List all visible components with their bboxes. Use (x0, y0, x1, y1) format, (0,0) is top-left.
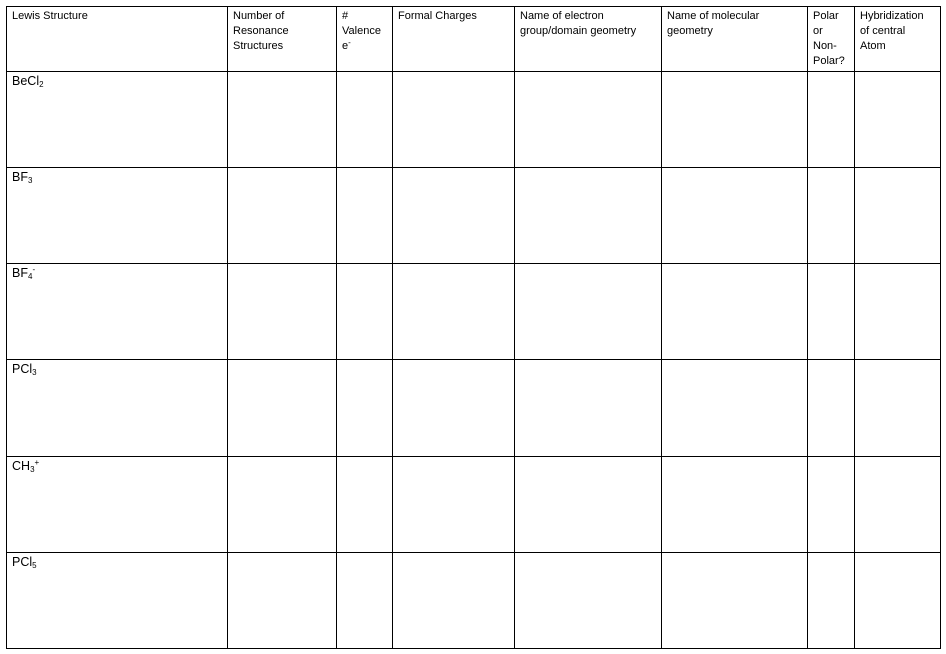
header-hybridization: Hybridization of central Atom (855, 7, 941, 72)
valence-electrons-cell[interactable] (337, 168, 393, 264)
molecule-formula: PCl$_3$ (12, 362, 37, 378)
header-resonance-structures: Number of Resonance Structures (228, 7, 337, 72)
formal-charges-cell[interactable] (393, 456, 515, 552)
molecule-formula: $BF_3$ (12, 170, 33, 186)
lewis-structure-cell[interactable] (7, 168, 228, 264)
table-row-4 (7, 360, 941, 456)
table-row-5 (7, 456, 941, 552)
hybridization-cell[interactable] (855, 360, 941, 456)
resonance-structures-cell[interactable] (228, 552, 337, 648)
lewis-structure-cell[interactable] (7, 456, 228, 552)
resonance-structures-cell[interactable] (228, 360, 337, 456)
resonance-structures-cell[interactable] (228, 168, 337, 264)
polarity-cell[interactable] (808, 360, 855, 456)
electron-geometry-cell[interactable] (515, 552, 662, 648)
molecule-formula: PCl$_5$ (12, 554, 37, 570)
valence-electrons-cell[interactable] (337, 264, 393, 360)
hybridization-cell[interactable] (855, 552, 941, 648)
formal-charges-cell[interactable] (393, 264, 515, 360)
electron-geometry-cell[interactable] (515, 168, 662, 264)
molecular-geometry-cell[interactable] (662, 72, 808, 168)
molecular-geometry-cell[interactable] (662, 264, 808, 360)
polarity-cell[interactable] (808, 264, 855, 360)
header-electron-geometry: Name of electron group/domain geometry (515, 7, 662, 72)
electron-geometry-cell[interactable] (515, 264, 662, 360)
hybridization-cell[interactable] (855, 72, 941, 168)
electron-geometry-cell[interactable] (515, 456, 662, 552)
molecule-formula: $CH_3^+$ (12, 457, 40, 474)
formal-charges-cell[interactable] (393, 360, 515, 456)
lewis-structure-cell[interactable] (7, 264, 228, 360)
polarity-cell[interactable] (808, 72, 855, 168)
resonance-structures-cell[interactable] (228, 456, 337, 552)
formal-charges-cell[interactable] (393, 168, 515, 264)
table-row-1 (7, 72, 941, 168)
formal-charges-cell[interactable] (393, 552, 515, 648)
resonance-structures-cell[interactable] (228, 264, 337, 360)
header-lewis-structure: Lewis Structure (7, 7, 228, 72)
molecule-formula: BeCl$_2$ (12, 74, 44, 89)
hybridization-cell[interactable] (855, 264, 941, 360)
electron-geometry-cell[interactable] (515, 360, 662, 456)
polarity-cell[interactable] (808, 552, 855, 648)
header-molecular-geometry: Name of molecular geometry (662, 7, 808, 72)
formal-charges-cell[interactable] (393, 72, 515, 168)
valence-electrons-cell[interactable] (337, 72, 393, 168)
hybridization-cell[interactable] (855, 456, 941, 552)
header-row (7, 7, 941, 72)
worksheet-table (6, 6, 941, 649)
molecular-geometry-cell[interactable] (662, 552, 808, 648)
hybridization-cell[interactable] (855, 168, 941, 264)
header-formal-charges: Formal Charges (393, 7, 515, 72)
molecule-formula: $BF_4^-$ (12, 265, 36, 282)
polarity-cell[interactable] (808, 168, 855, 264)
header-polarity: Polar or Non- Polar? (808, 7, 855, 72)
valence-electrons-cell[interactable] (337, 360, 393, 456)
valence-electrons-cell[interactable] (337, 552, 393, 648)
valence-superscript: - (348, 38, 351, 47)
table-row-3 (7, 264, 941, 360)
molecular-geometry-cell[interactable] (662, 456, 808, 552)
lewis-structure-cell[interactable] (7, 552, 228, 648)
lewis-structure-cell[interactable] (7, 72, 228, 168)
molecular-geometry-cell[interactable] (662, 168, 808, 264)
polarity-cell[interactable] (808, 456, 855, 552)
molecular-geometry-cell[interactable] (662, 360, 808, 456)
electron-geometry-cell[interactable] (515, 72, 662, 168)
header-valence-electrons: # Valence e- (337, 7, 393, 72)
resonance-structures-cell[interactable] (228, 72, 337, 168)
valence-electrons-cell[interactable] (337, 456, 393, 552)
lewis-structure-cell[interactable] (7, 360, 228, 456)
table-row-2 (7, 168, 941, 264)
table-row-6 (7, 552, 941, 648)
